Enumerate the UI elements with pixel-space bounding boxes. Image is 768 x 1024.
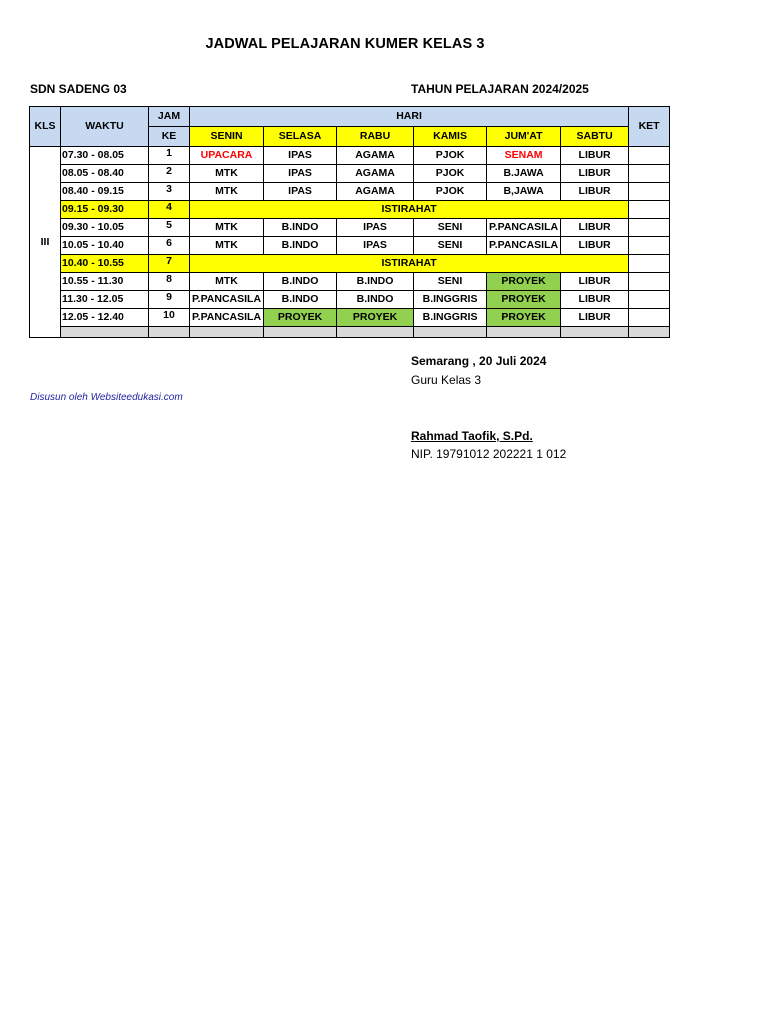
schedule-row [30, 219, 670, 237]
subject-cell: B.INDO [264, 273, 337, 291]
day-sabtu: SABTU [561, 127, 629, 147]
subject-cell: AGAMA [337, 147, 414, 165]
subject-cell: MTK [190, 165, 264, 183]
subject-cell: PROYEK [487, 309, 561, 327]
day-senin: SENIN [190, 127, 264, 147]
ket-cell [629, 165, 670, 183]
ket-cell [629, 147, 670, 165]
subject-cell: PROYEK [487, 273, 561, 291]
subject-cell: P.PANCASILA [487, 219, 561, 237]
schedule-row [30, 147, 670, 165]
header-ke: KE [149, 127, 190, 147]
day-selasa: SELASA [264, 127, 337, 147]
jam-cell: 2 [149, 165, 190, 183]
subject-cell: LIBUR [561, 147, 629, 165]
day-rabu: RABU [337, 127, 414, 147]
header-jam: JAM [149, 107, 190, 127]
subject-cell: IPAS [264, 183, 337, 201]
jam-cell: 3 [149, 183, 190, 201]
footer-cell [629, 327, 670, 338]
ket-cell [629, 309, 670, 327]
subject-cell: B.INDO [337, 291, 414, 309]
time-cell: 09.30 - 10.05 [61, 219, 149, 237]
schedule-row [30, 183, 670, 201]
schedule-table [29, 106, 670, 338]
time-cell: 12.05 - 12.40 [61, 309, 149, 327]
schedule-row [30, 165, 670, 183]
subject-cell: MTK [190, 273, 264, 291]
credit-text: Disusun oleh Websiteedukasi.com [30, 392, 183, 403]
subject-cell: LIBUR [561, 183, 629, 201]
schedule-row [30, 255, 670, 273]
time-cell: 09.15 - 09.30 [61, 201, 149, 219]
subject-cell: IPAS [264, 147, 337, 165]
header-hari: HARI [190, 107, 629, 127]
schedule-row [30, 273, 670, 291]
footer-cell [61, 327, 149, 338]
ket-cell [629, 273, 670, 291]
subject-cell: P.PANCASILA [190, 291, 264, 309]
ket-cell [629, 237, 670, 255]
break-cell: ISTIRAHAT [190, 255, 629, 273]
subject-cell: PJOK [414, 183, 487, 201]
school-name: SDN SADENG 03 [30, 82, 127, 96]
subject-cell: B.JAWA [487, 165, 561, 183]
header-kls: KLS [30, 107, 61, 147]
header-ket: KET [629, 107, 670, 147]
subject-cell: IPAS [337, 237, 414, 255]
schedule-row [30, 201, 670, 219]
schedule-row [30, 309, 670, 327]
subject-cell: PROYEK [264, 309, 337, 327]
time-cell: 07.30 - 08.05 [61, 147, 149, 165]
time-cell: 10.55 - 11.30 [61, 273, 149, 291]
subject-cell: B.INDO [337, 273, 414, 291]
class-label: III [30, 147, 61, 338]
jam-cell: 10 [149, 309, 190, 327]
subject-cell: LIBUR [561, 219, 629, 237]
subject-cell: LIBUR [561, 273, 629, 291]
subject-cell: B.INDO [264, 291, 337, 309]
header-row-1 [30, 107, 670, 127]
subject-cell: SENI [414, 273, 487, 291]
table-footer-row [30, 327, 670, 338]
subject-cell: PJOK [414, 147, 487, 165]
time-cell: 08.05 - 08.40 [61, 165, 149, 183]
footer-cell [561, 327, 629, 338]
subject-cell: PROYEK [487, 291, 561, 309]
subject-cell: LIBUR [561, 309, 629, 327]
signature-place-date: Semarang , 20 Juli 2024 [411, 354, 547, 368]
footer-cell [190, 327, 264, 338]
subject-cell: SENI [414, 237, 487, 255]
subject-cell: P.PANCASILA [487, 237, 561, 255]
schedule-row [30, 237, 670, 255]
time-cell: 10.05 - 10.40 [61, 237, 149, 255]
subject-cell: IPAS [337, 219, 414, 237]
signature-nip: NIP. 19791012 202221 1 012 [411, 447, 567, 461]
subject-cell: LIBUR [561, 165, 629, 183]
ket-cell [629, 219, 670, 237]
subject-cell: B.INGGRIS [414, 291, 487, 309]
jam-cell: 5 [149, 219, 190, 237]
footer-cell [414, 327, 487, 338]
jam-cell: 9 [149, 291, 190, 309]
day-kamis: KAMIS [414, 127, 487, 147]
subject-cell: SENAM [487, 147, 561, 165]
ket-cell [629, 183, 670, 201]
academic-year: TAHUN PELAJARAN 2024/2025 [411, 82, 589, 96]
subject-cell: LIBUR [561, 237, 629, 255]
header-waktu: WAKTU [61, 107, 149, 147]
subject-cell: IPAS [264, 165, 337, 183]
subject-cell: B,JAWA [487, 183, 561, 201]
jam-cell: 6 [149, 237, 190, 255]
day-jumat: JUM'AT [487, 127, 561, 147]
signature-role: Guru Kelas 3 [411, 373, 482, 387]
time-cell: 11.30 - 12.05 [61, 291, 149, 309]
footer-cell [149, 327, 190, 338]
subject-cell: MTK [190, 183, 264, 201]
jam-cell: 1 [149, 147, 190, 165]
page-title: JADWAL PELAJARAN KUMER KELAS 3 [205, 36, 485, 52]
subject-cell: MTK [190, 237, 264, 255]
subject-cell: UPACARA [190, 147, 264, 165]
jam-cell: 4 [149, 201, 190, 219]
subject-cell: B.INDO [264, 237, 337, 255]
ket-cell [629, 201, 670, 219]
schedule-row [30, 291, 670, 309]
subject-cell: B.INGGRIS [414, 309, 487, 327]
subject-cell: P.PANCASILA [190, 309, 264, 327]
footer-cell [487, 327, 561, 338]
time-cell: 08.40 - 09.15 [61, 183, 149, 201]
time-cell: 10.40 - 10.55 [61, 255, 149, 273]
subject-cell: MTK [190, 219, 264, 237]
subject-cell: PJOK [414, 165, 487, 183]
jam-cell: 8 [149, 273, 190, 291]
subject-cell: SENI [414, 219, 487, 237]
subject-cell: PROYEK [337, 309, 414, 327]
signature-name: Rahmad Taofik, S.Pd. [411, 429, 533, 443]
subject-cell: B.INDO [264, 219, 337, 237]
ket-cell [629, 291, 670, 309]
subject-cell: LIBUR [561, 291, 629, 309]
break-cell: ISTIRAHAT [190, 201, 629, 219]
jam-cell: 7 [149, 255, 190, 273]
ket-cell [629, 255, 670, 273]
footer-cell [337, 327, 414, 338]
subject-cell: AGAMA [337, 165, 414, 183]
footer-cell [264, 327, 337, 338]
subject-cell: AGAMA [337, 183, 414, 201]
